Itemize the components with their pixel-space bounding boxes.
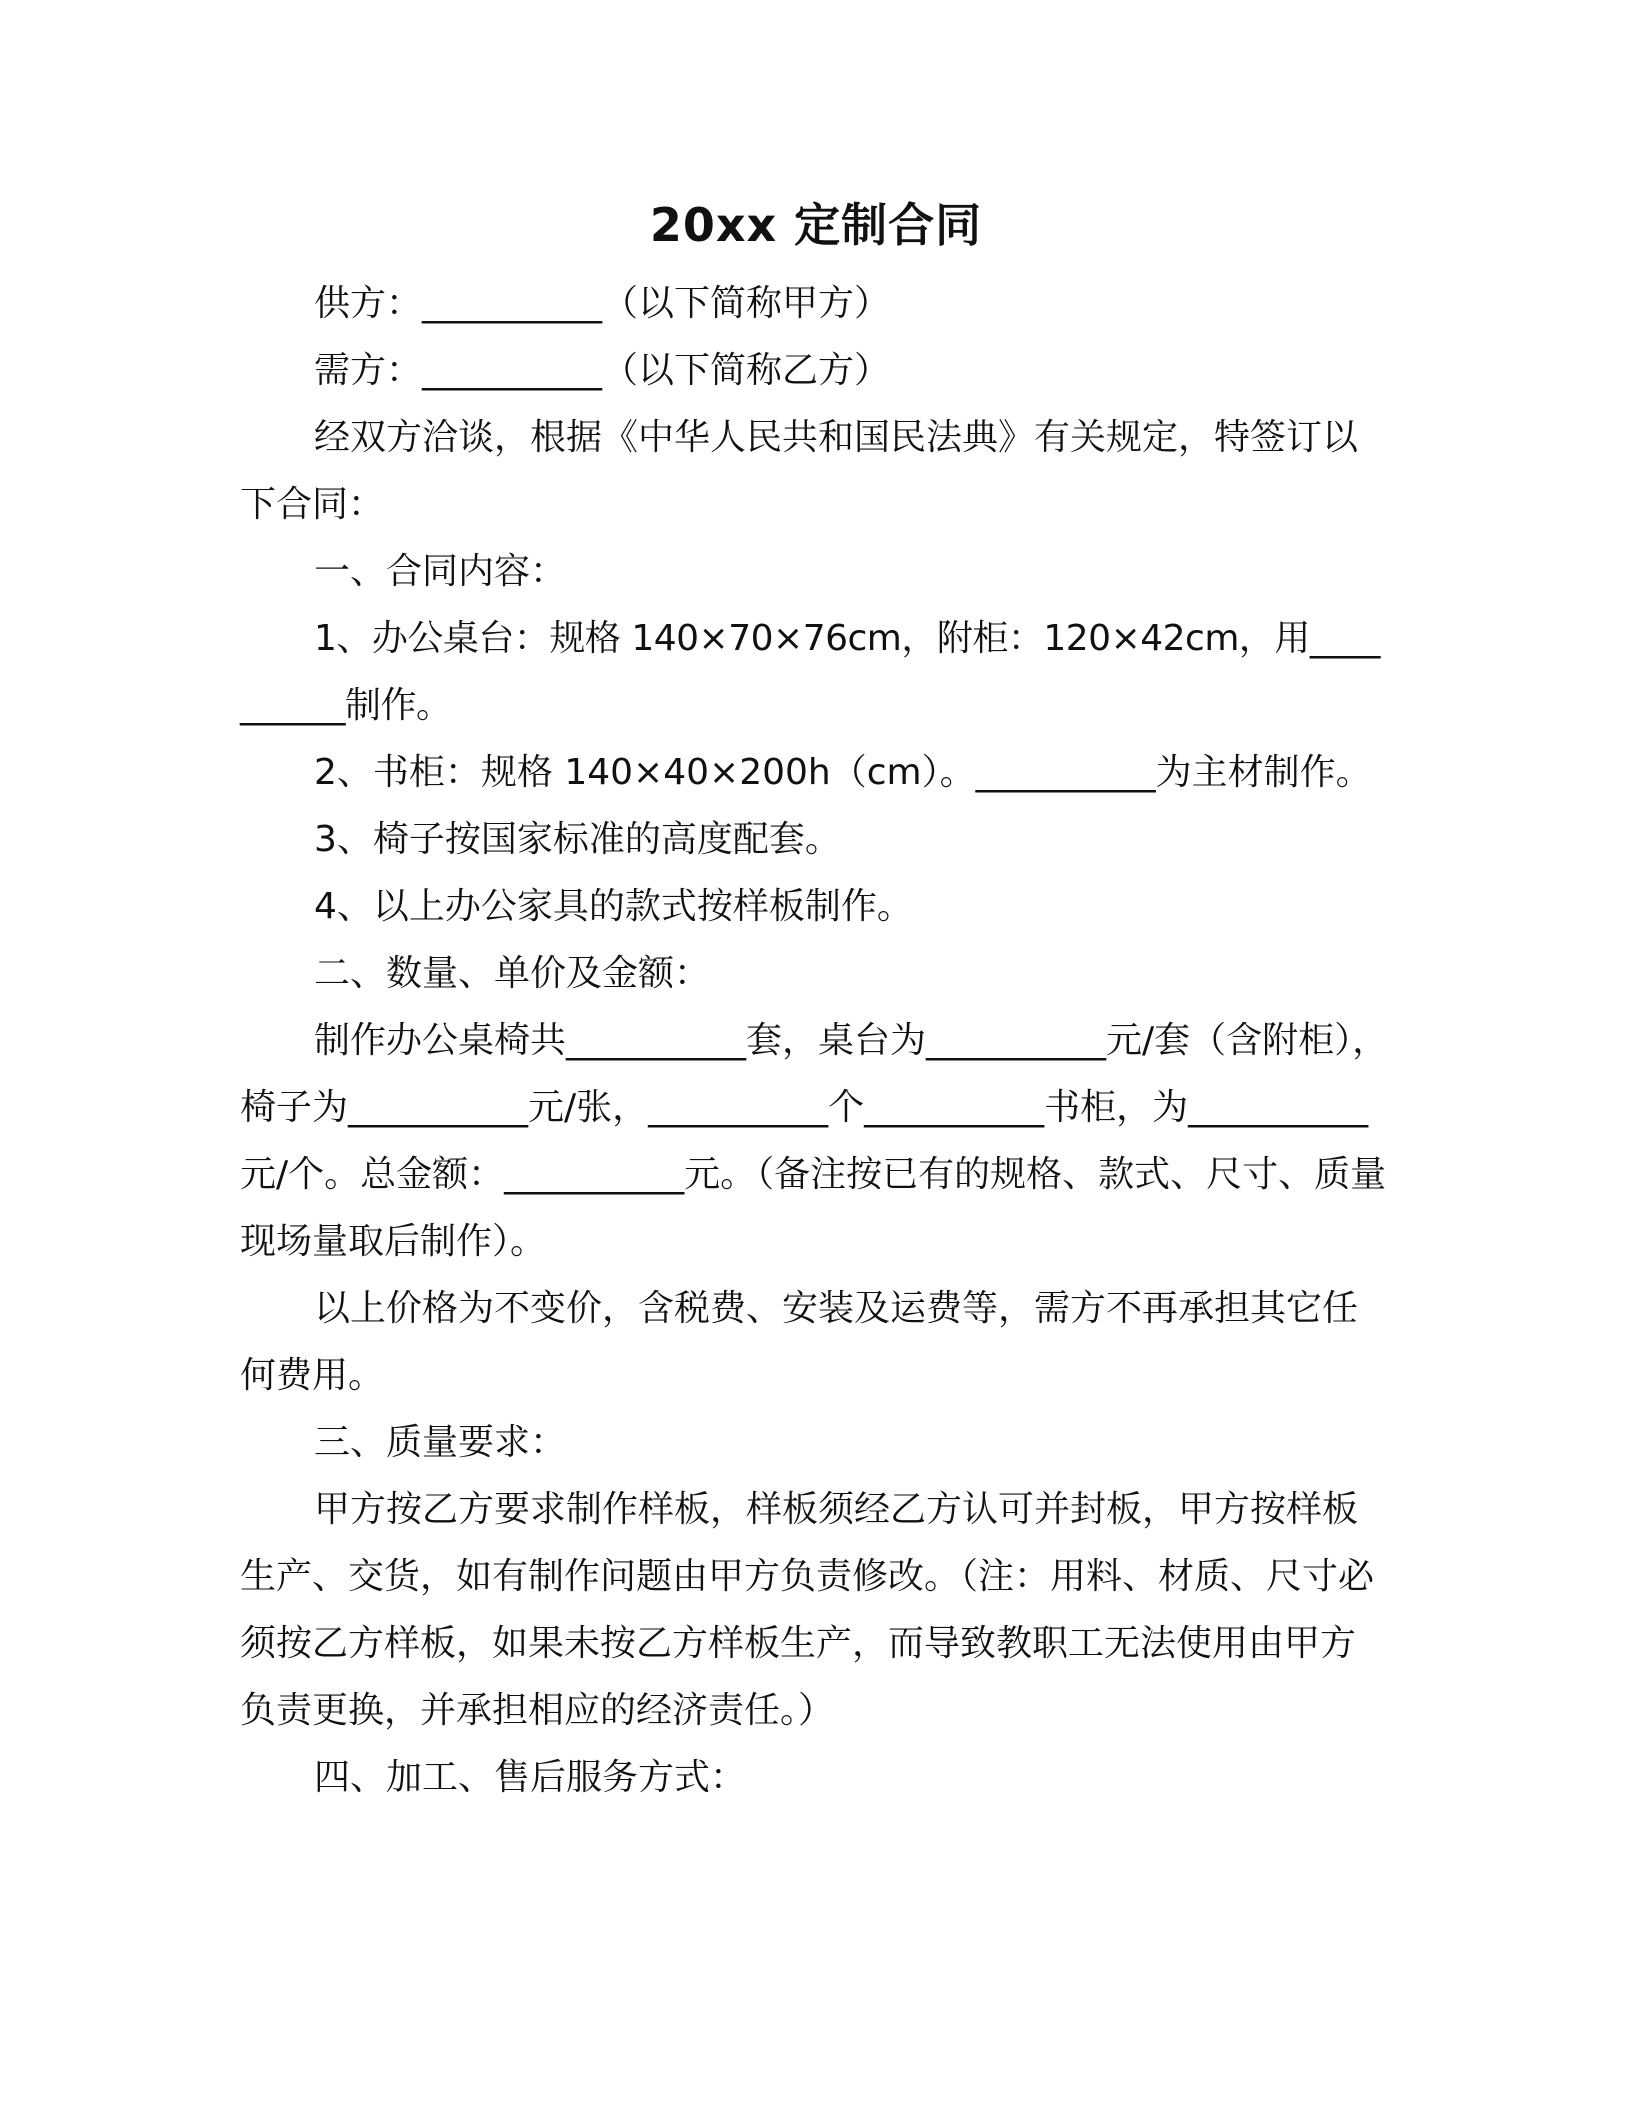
quantity-price-paragraph: 制作办公桌椅共__________套，桌台为__________元/套（含附柜），椅子为__________元/张，__________个__________书柜，为__________元/个。总金额：__________元。（备注按已有的规格、款式、尺寸、质量现场量取后制作）。 xyxy=(240,1020,1389,1262)
supplier-line: 供方：__________（以下简称甲方） xyxy=(314,283,891,324)
section-heading-quantity: 二、数量、单价及金额： xyxy=(314,953,711,994)
section-heading-contents: 一、合同内容： xyxy=(314,551,567,592)
price-note-paragraph: 以上价格为不变价，含税费、安装及运费等，需方不再承担其它任何费用。 xyxy=(240,1288,1359,1396)
buyer-line: 需方：__________（以下简称乙方） xyxy=(314,350,891,391)
document-title: 20xx 定制合同 xyxy=(649,198,983,252)
document-body xyxy=(240,270,1390,1811)
section-heading-quality: 三、质量要求： xyxy=(314,1422,567,1463)
preamble-paragraph: 经双方洽谈，根据《中华人民共和国民法典》有关规定，特签订以下合同： xyxy=(240,417,1359,525)
clause-chair: 3、椅子按国家标准的高度配套。 xyxy=(314,819,841,860)
clause-desk: 1、办公桌台：规格 140×70×76cm，附柜：120×42cm，用__________制作。 xyxy=(240,618,1380,726)
quality-paragraph: 甲方按乙方要求制作样板，样板须经乙方认可并封板，甲方按样板生产、交货，如有制作问题由甲方负责修改。（注：用料、材质、尺寸必须按乙方样板，如果未按乙方样板生产，而导致教职工无法使用由甲方负责更换，并承担相应的经济责任。） xyxy=(240,1489,1375,1731)
section-heading-service: 四、加工、售后服务方式： xyxy=(314,1757,747,1798)
clause-style: 4、以上办公家具的款式按样板制作。 xyxy=(314,886,913,927)
clause-bookcase: 2、书柜：规格 140×40×200h（cm）。__________为主材制作。 xyxy=(314,752,1372,793)
